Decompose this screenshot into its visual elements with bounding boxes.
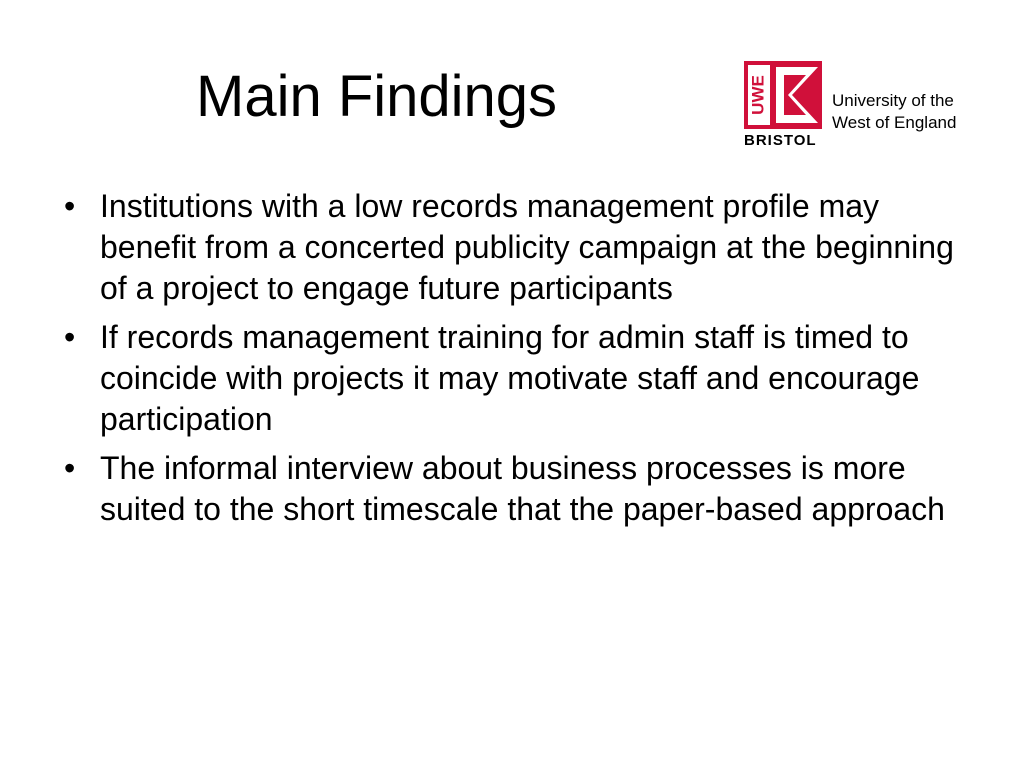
logo-mark-text: UWE — [748, 75, 768, 115]
logo-city: BRISTOL — [744, 132, 817, 149]
logo-university-name — [832, 90, 956, 134]
university-logo — [740, 58, 990, 154]
list-item — [64, 317, 964, 440]
logo-name-line1: University of the — [832, 91, 954, 110]
uwe-logo-icon — [744, 61, 822, 129]
bullet-text: If records management training for admin staff is timed to coincide with projects it may motivate staff and encourage participation — [100, 319, 920, 437]
slide-title: Main Findings — [196, 64, 558, 129]
list-item — [64, 448, 964, 530]
findings-list — [64, 186, 964, 538]
logo-name-line2: West of England — [832, 113, 957, 132]
bullet-text: The informal interview about business processes is more suited to the short timescale that the paper-based approach — [100, 450, 945, 527]
list-item — [64, 186, 964, 309]
bullet-text: Institutions with a low records management profile may benefit from a concerted publicity campaign at the beginning of a project to engage future participants — [100, 188, 954, 306]
bullet-icon: • — [64, 188, 76, 224]
bullet-icon: • — [64, 450, 76, 486]
bullet-icon: • — [64, 319, 76, 355]
